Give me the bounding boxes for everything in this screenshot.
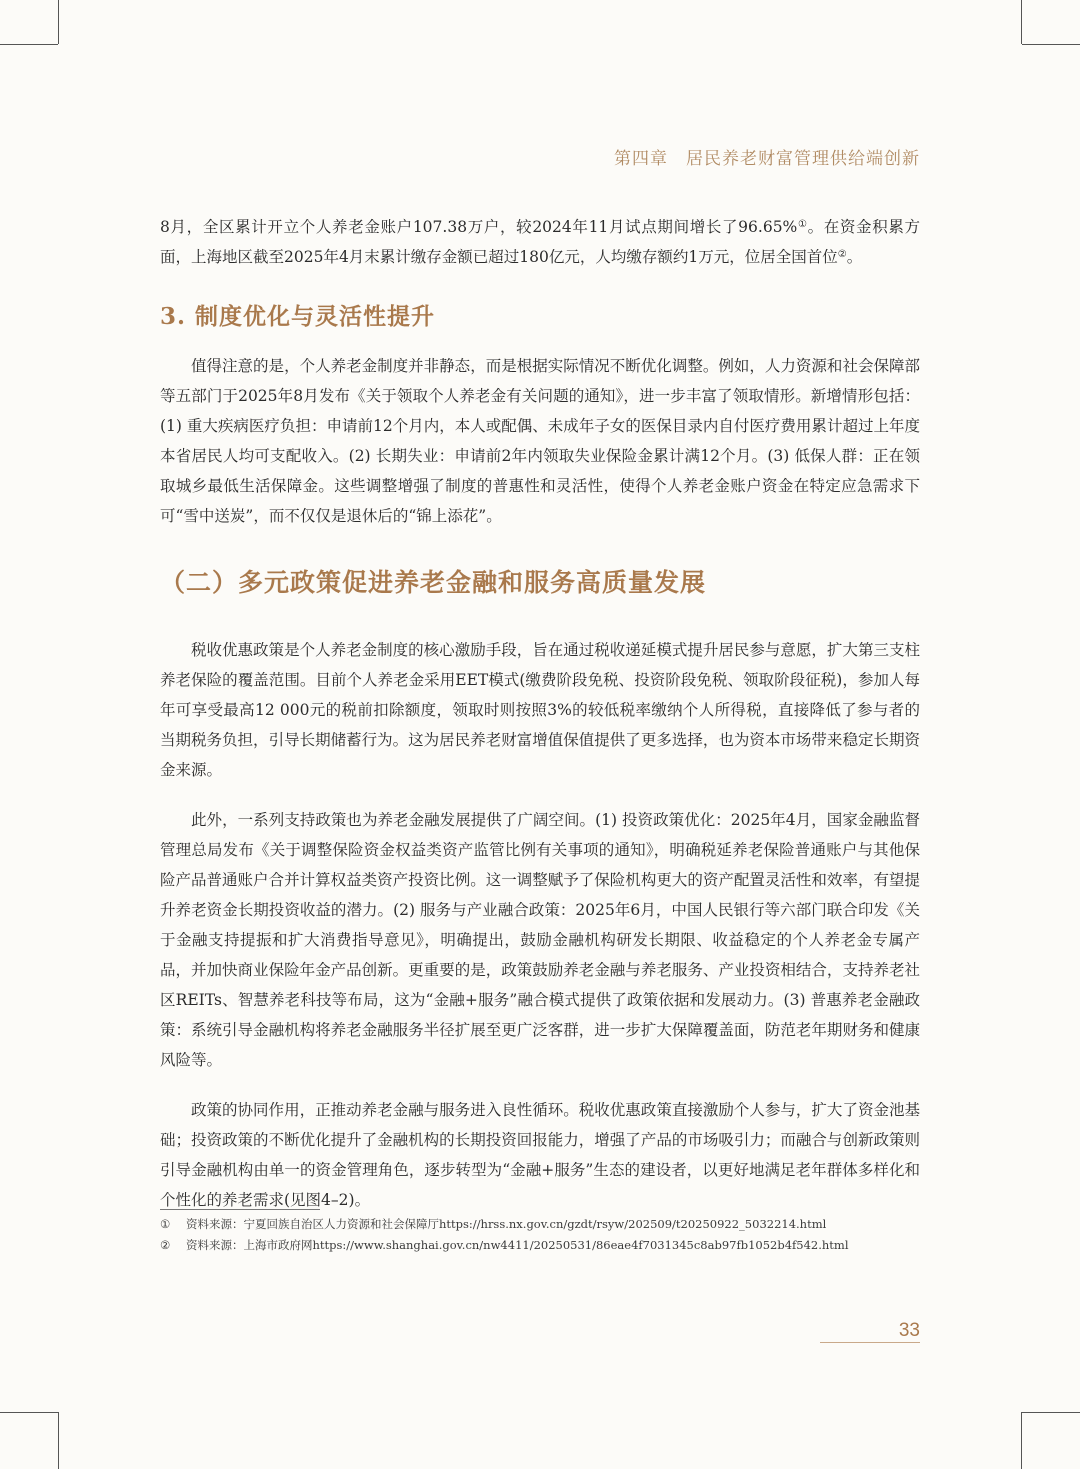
running-header [614, 144, 920, 169]
footnote-text: 资料来源：宁夏回族自治区人力资源和社会保障厅https://hrss.nx.gov.cn/gzdt/rsyw/202509/t20250922_5032214.html [186, 1217, 827, 1231]
paragraph-flexibility: 值得注意的是，个人养老金制度并非静态，而是根据实际情况不断优化调整。例如，人力资源和社会保障部等五部门于2025年8月发布《关于领取个人养老金有关问题的通知》，进一步丰富了领取情形。新增情形包括：(1) 重大疾病医疗负担：申请前12个月内，本人或配偶、未成年子女的医保目录内自付医疗费用累计超过上年度本省居民人均可支配收入。(2) 长期失业：申请前2年内领取失业保险金累计满12个月。(3) 低保人群：正在领取城乡最低生活保障金。这些调整增强了制度的普惠性和灵活性，使得个人养老金账户资金在特定应急需求下可“雪中送炭”，而不仅仅是退休后的“锦上添花”。 [160, 357, 920, 525]
paragraph-text: 。在资金积累方面，上海地区截至2025年4月末累计缴存金额已超过180亿元，人均缴存额约1万元，位居全国首位 [160, 218, 921, 266]
crop-mark-bottom-left-v [58, 1412, 59, 1469]
paragraph-text: 8月，全区累计开立个人养老金账户107.38万户，较2024年11月试点期间增长了96.65% [160, 218, 798, 236]
footnote-ref-2: ② [837, 249, 847, 260]
page-number-rule [820, 1342, 920, 1343]
paragraph-synergy: 政策的协同作用，正推动养老金融与服务进入良性循环。税收优惠政策直接激励个人参与，扩大了资金池基础；投资政策的不断优化提升了金融机构的长期投资回报能力，增强了产品的市场吸引力；而融合与创新政策则引导金融机构由单一的资金管理角色，逐步转型为“金融+服务”生态的建设者，以更好地满足老年群体多样化和个性化的养老需求(见图4–2)。 [160, 1101, 920, 1209]
paragraph-tax-policy: 税收优惠政策是个人养老金制度的核心激励手段，旨在通过税收递延模式提升居民参与意愿，扩大第三支柱养老保险的覆盖范围。目前个人养老金采用EET模式(缴费阶段免税、投资阶段免税、领取阶段征税)，参加人每年可享受最高12 000元的税前扣除额度，领取时则按照3%的较低税率缴纳个人所得税，直接降低了参与者的当期税务负担，引导长期储蓄行为。这为居民养老财富增值保值提供了更多选择，也为资本市场带来稳定长期资金来源。 [160, 641, 920, 779]
paragraph-text: 。 [846, 248, 863, 266]
footnote-mark: ② [160, 1238, 171, 1252]
footnote-mark: ① [160, 1217, 171, 1231]
chapter-title: 居民养老财富管理供给端创新 [686, 149, 920, 169]
footnotes [160, 1214, 940, 1256]
crop-mark-top-left-v [58, 0, 59, 44]
crop-mark-bottom-right-h [1022, 1412, 1080, 1413]
footnote-text: 资料来源：上海市政府网https://www.shanghai.gov.cn/nw4411/20250531/86eae4f7031345c8ab97fb1052b4f542.html [186, 1238, 849, 1252]
footnote-2 [160, 1235, 940, 1256]
paragraph-support-policies: 此外，一系列支持政策也为养老金融发展提供了广阔空间。(1) 投资政策优化：2025年4月，国家金融监督管理总局发布《关于调整保险资金权益类资产监管比例有关事项的通知》，明确税延养老保险普通账户与其他保险产品普通账户合并计算权益类资产投资比例。这一调整赋予了保险机构更大的资产配置灵活性和效率，有望提升养老资金长期投资收益的潜力。(2) 服务与产业融合政策：2025年6月，中国人民银行等六部门联合印发《关于金融支持提振和扩大消费指导意见》，明确提出，鼓励金融机构研发长期限、收益稳定的个人养老金专属产品，并加快商业保险年金产品创新。更重要的是，政策鼓励养老金融与养老服务、产业投资相结合，支持养老社区REITs、智慧养老科技等布局，这为“金融+服务”融合模式提供了政策依据和发展动力。(3) 普惠养老金融政策：系统引导金融机构将养老金融服务半径扩展至更广泛客群，进一步扩大保障覆盖面，防范老年期财务和健康风险等。 [160, 811, 920, 1069]
chapter-number: 第四章 [614, 149, 668, 169]
footnote-divider [160, 1209, 320, 1210]
page-number: 33 [898, 1320, 920, 1341]
crop-mark-top-right-h [1022, 44, 1080, 45]
footnote-ref-1: ① [797, 219, 808, 230]
crop-mark-bottom-right-v [1021, 1412, 1022, 1469]
subsection-heading: 3. 制度优化与灵活性提升 [160, 303, 436, 330]
crop-mark-top-right-v [1021, 0, 1022, 44]
section-heading: （二）多元政策促进养老金融和服务高质量发展 [160, 568, 707, 597]
crop-mark-top-left-h [0, 44, 58, 45]
crop-mark-bottom-left-h [0, 1412, 58, 1413]
footnote-1 [160, 1214, 940, 1235]
paragraph-continuation [160, 212, 920, 272]
main-content [160, 212, 920, 1215]
